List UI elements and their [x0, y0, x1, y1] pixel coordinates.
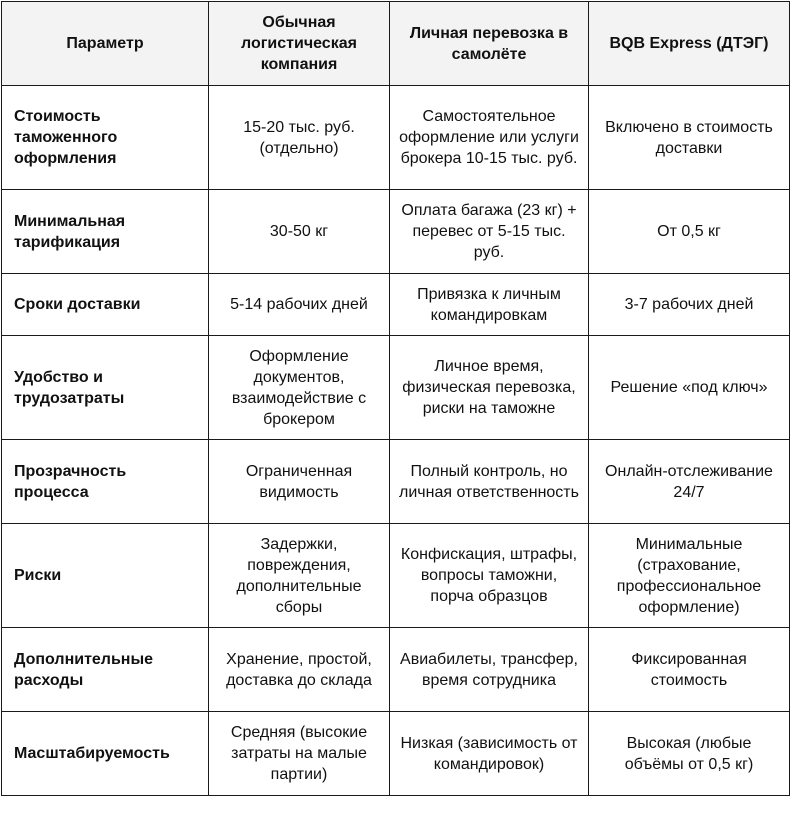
header-logistics-company: Обычная логистическая компания — [209, 2, 390, 86]
table-row — [2, 336, 790, 440]
cell-bqb-express: Онлайн-отслеживание 24/7 — [589, 440, 790, 524]
row-parameter: Риски — [2, 524, 209, 628]
table-row — [2, 440, 790, 524]
cell-logistics-company: Хранение, простой, доставка до склада — [209, 628, 390, 712]
cell-personal-transport: Полный контроль, но личная ответственность — [390, 440, 589, 524]
cell-personal-transport: Личное время, физическая перевозка, риски на таможне — [390, 336, 589, 440]
row-parameter: Сроки доставки — [2, 274, 209, 336]
comparison-table — [1, 1, 790, 796]
cell-personal-transport: Самостоятельное оформление или услуги брокера 10-15 тыс. руб. — [390, 86, 589, 190]
cell-logistics-company: Задержки, повреждения, дополнительные сборы — [209, 524, 390, 628]
cell-logistics-company: 15-20 тыс. руб. (отдельно) — [209, 86, 390, 190]
table-row — [2, 274, 790, 336]
row-parameter: Удобство и трудозатраты — [2, 336, 209, 440]
table-row — [2, 190, 790, 274]
header-personal-transport: Личная перевозка в самолёте — [390, 2, 589, 86]
cell-logistics-company: Ограниченная видимость — [209, 440, 390, 524]
row-parameter: Дополнительные расходы — [2, 628, 209, 712]
table-row — [2, 86, 790, 190]
table-header-row — [2, 2, 790, 86]
table-row — [2, 628, 790, 712]
row-parameter: Минимальная тарификация — [2, 190, 209, 274]
cell-bqb-express: Решение «под ключ» — [589, 336, 790, 440]
cell-logistics-company: Оформление документов, взаимодействие с брокером — [209, 336, 390, 440]
cell-bqb-express: Включено в стоимость доставки — [589, 86, 790, 190]
cell-personal-transport: Привязка к личным командировкам — [390, 274, 589, 336]
cell-personal-transport: Низкая (зависимость от командировок) — [390, 712, 589, 796]
cell-personal-transport: Конфискация, штрафы, вопросы таможни, порча образцов — [390, 524, 589, 628]
table-row — [2, 524, 790, 628]
row-parameter: Масштабируемость — [2, 712, 209, 796]
table-row — [2, 712, 790, 796]
cell-logistics-company: 5-14 рабочих дней — [209, 274, 390, 336]
cell-bqb-express: Минимальные (страхование, профессиональное оформление) — [589, 524, 790, 628]
cell-personal-transport: Авиабилеты, трансфер, время сотрудника — [390, 628, 589, 712]
cell-personal-transport: Оплата багажа (23 кг) + перевес от 5-15 тыс. руб. — [390, 190, 589, 274]
header-parameter: Параметр — [2, 2, 209, 86]
row-parameter: Стоимость таможенного оформления — [2, 86, 209, 190]
row-parameter: Прозрачность процесса — [2, 440, 209, 524]
cell-logistics-company: Средняя (высокие затраты на малые партии) — [209, 712, 390, 796]
header-bqb-express: BQB Express (ДТЭГ) — [589, 2, 790, 86]
cell-bqb-express: От 0,5 кг — [589, 190, 790, 274]
cell-bqb-express: Фиксированная стоимость — [589, 628, 790, 712]
cell-bqb-express: 3-7 рабочих дней — [589, 274, 790, 336]
cell-logistics-company: 30-50 кг — [209, 190, 390, 274]
cell-bqb-express: Высокая (любые объёмы от 0,5 кг) — [589, 712, 790, 796]
